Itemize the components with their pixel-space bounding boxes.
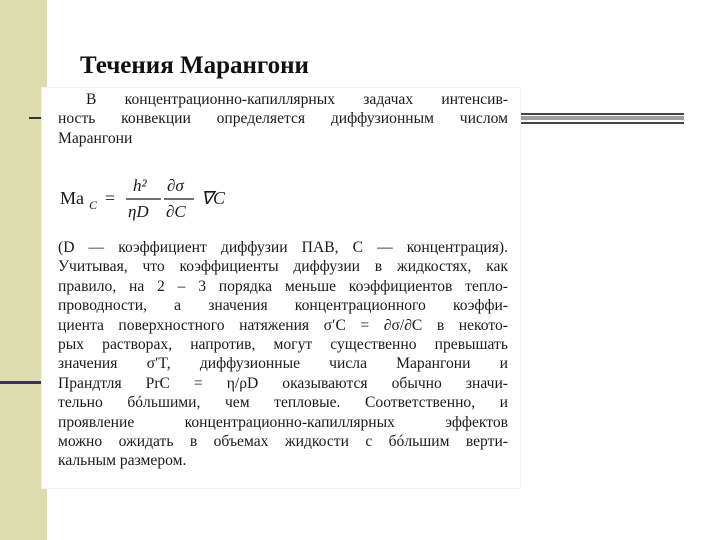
- text-line: ность конвекции определяется диффузионным числом: [58, 110, 508, 128]
- accent-band-rule: [0, 381, 47, 384]
- scanned-text-image: [42, 88, 520, 488]
- text-line: тельно бóльшими, чем тепловые. Соответственно, и: [58, 394, 508, 412]
- slide-title: Течения Марангони: [80, 52, 309, 79]
- text-line: проводности, а значения концентрационного коэффи-: [58, 297, 508, 315]
- explanation-paragraph: [58, 238, 508, 471]
- title-underline-right-bottom: [518, 122, 684, 124]
- text-line: проявление концентрационно-капиллярных эффектов: [58, 413, 508, 431]
- text-line: правило, на 2 – 3 порядка меньше коэффициентов тепло-: [58, 277, 508, 295]
- text-line: кальным размером.: [58, 452, 187, 470]
- text-line: значения σ′T, диффузионные числа Марангони и: [58, 355, 508, 373]
- formula-numerator-1: h²: [133, 176, 147, 195]
- text-line: Марангони: [58, 129, 133, 147]
- title-underline-right-top: [518, 113, 684, 115]
- text-line: Прандтля PrC = η/ρD оказываются обычно значи-: [58, 374, 508, 392]
- formula-rhs: ∇C: [201, 188, 226, 208]
- formula-denominator-1: ηD: [128, 202, 149, 221]
- formula-lhs: Ma: [60, 188, 84, 208]
- text-line: (D — коэффициент диффузии ПАВ, C — концентрация).: [58, 239, 508, 256]
- text-line: В концентрационно-капиллярных задачах интенсив-: [86, 91, 508, 108]
- formula-denominator-2: ∂C: [166, 202, 186, 221]
- text-line: рых растворах, напротив, могут существенно превышать: [58, 336, 508, 354]
- text-line: Учитывая, что коэффициенты диффузии в жидкостях, как: [58, 258, 508, 276]
- title-underline-right-mid: [518, 116, 684, 120]
- left-accent-band: [0, 0, 47, 540]
- marangoni-formula: [60, 168, 360, 228]
- intro-paragraph: [58, 90, 508, 148]
- formula-lhs-subscript: C: [89, 198, 98, 212]
- formula-numerator-2: ∂σ: [167, 176, 184, 195]
- text-line: можно ожидать в объемах жидкости с бóльшим верти-: [58, 433, 508, 451]
- formula-equals: =: [105, 188, 116, 208]
- text-line: циента поверхностного натяжения σ′C = ∂σ/∂C в некото-: [58, 316, 508, 334]
